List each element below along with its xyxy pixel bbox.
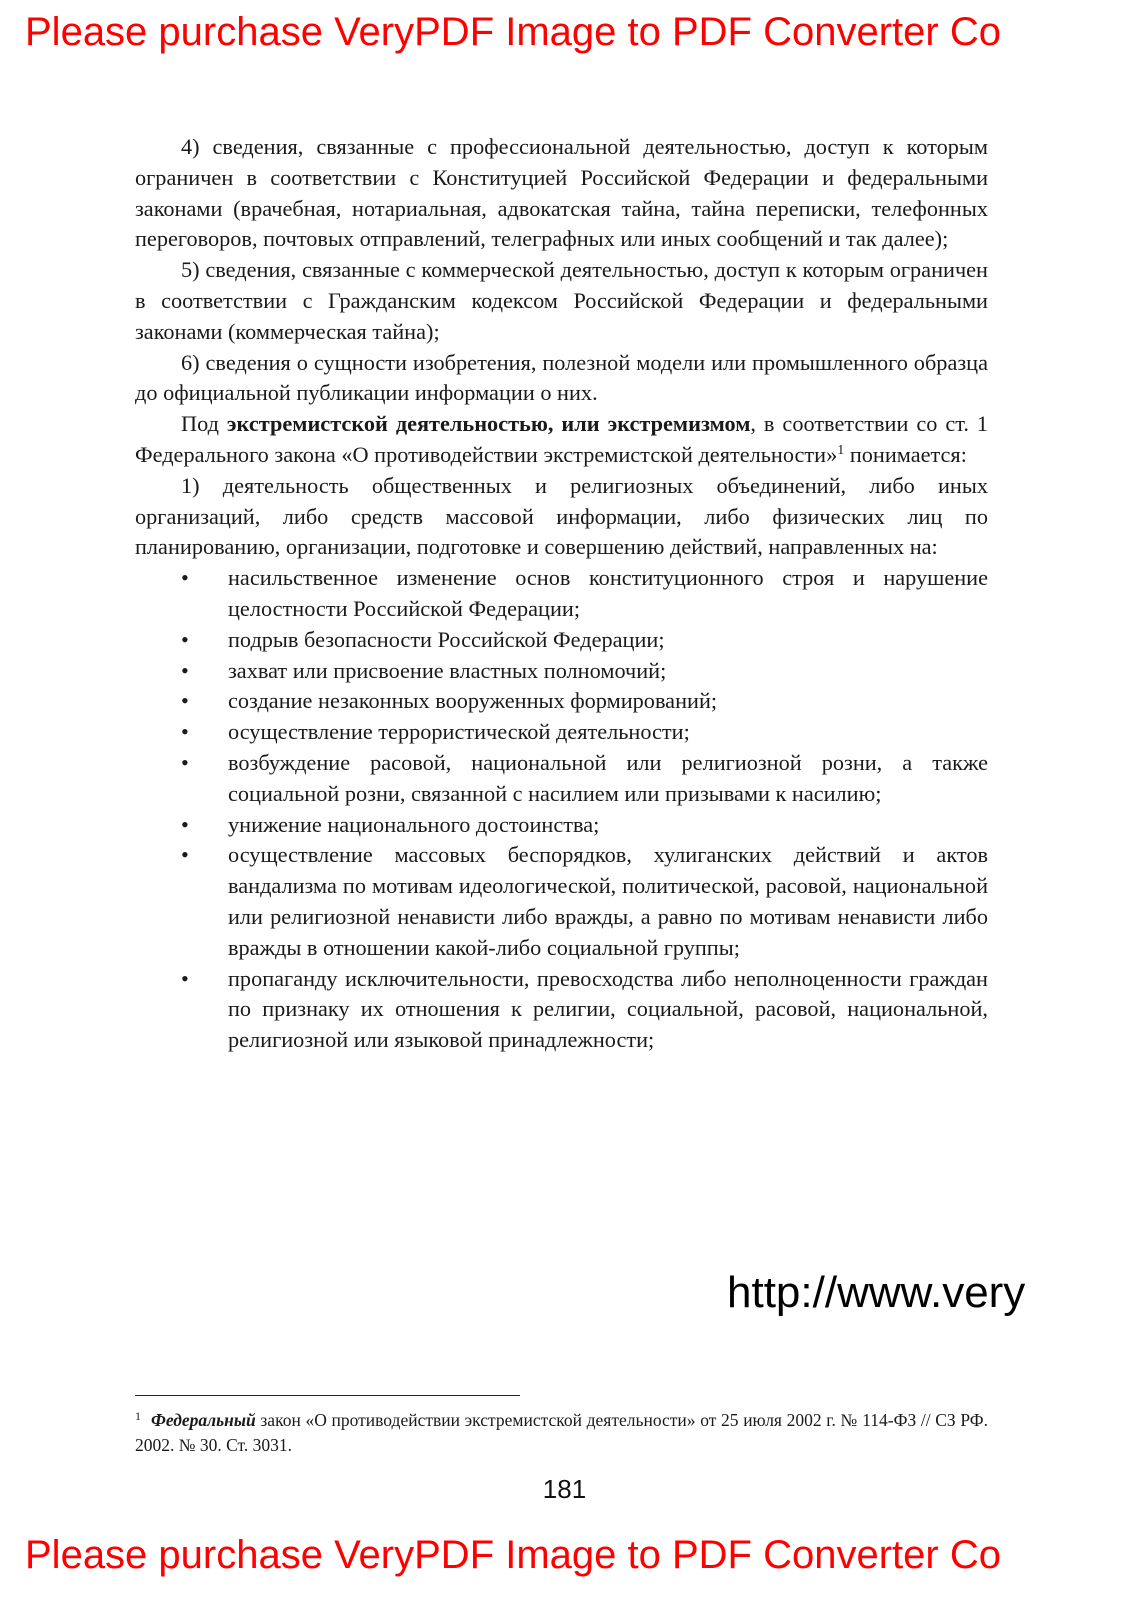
footnote bbox=[135, 1408, 988, 1458]
page-number: 181 bbox=[542, 1474, 587, 1504]
watermark-bottom-banner: Please purchase VeryPDF Image to PDF Converter Co bbox=[25, 1533, 1001, 1577]
watermark-top-banner: Please purchase VeryPDF Image to PDF Converter Co bbox=[25, 10, 1001, 54]
paragraph-item-5: 5) сведения, связанные с коммерческой деятельностью, доступ к которым ограничен в соответствии с Гражданским кодексом Российской Федерации и федеральными законами (коммерческая тайна); bbox=[135, 257, 988, 344]
paragraph-item-6: 6) сведения о сущности изобретения, полезной модели или промышленного образца до официальной публикации информации о них. bbox=[135, 349, 988, 406]
actions-bullet-list bbox=[135, 563, 988, 1056]
list-item: • возбуждение расовой, национальной или религиозной розни, а также социальной розни, связанной с насилием или призывами к насилию; bbox=[135, 748, 988, 810]
extremism-definition-paragraph bbox=[135, 409, 988, 471]
footnote-lead: Федеральный bbox=[151, 1410, 256, 1430]
footnote-text: закон «О противодействии экстремистской деятельности» от 25 июля 2002 г. № 114-ФЗ // СЗ РФ. 2002. № 30. Ст. 3031. bbox=[135, 1410, 988, 1455]
list-item: • подрыв безопасности Российской Федерации; bbox=[135, 625, 988, 656]
list-item: • пропаганду исключительности, превосходства либо неполноценности граждан по признаку их отношения к религии, социальной, расовой, национальной, религиозной или языковой принадлежности; bbox=[135, 964, 988, 1056]
list-item: • осуществление массовых беспорядков, хулиганских действий и актов вандализма по мотивам идеологической, политической, расовой, национальной или религиозной ненависти либо вражды, а равно по мотивам ненависти либо вражды в отношении какой-либо социальной группы; bbox=[135, 840, 988, 963]
definition-end: понимается: bbox=[844, 441, 967, 467]
paragraph-item-1: 1) деятельность общественных и религиозных объединений, либо иных организаций, либо средств массовой информации, либо физических лиц по планированию, организации, подготовке и совершению действий, направленных на: bbox=[135, 472, 988, 560]
list-item: • создание незаконных вооруженных формирований; bbox=[135, 686, 988, 717]
list-item: • унижение национального достоинства; bbox=[135, 810, 988, 841]
definition-text: , в соответствии со ст. 1 Федерального закона «О противодействии экстремистской деятельности» bbox=[135, 411, 988, 467]
definition-term: экстремистской деятельностью, или экстремизмом bbox=[226, 411, 751, 437]
list-item: • насильственное изменение основ конституционного строя и нарушение целостности Российской Федерации; bbox=[135, 563, 988, 625]
list-item: • осуществление террористической деятельности; bbox=[135, 717, 988, 748]
list-item: • захват или присвоение властных полномочий; bbox=[135, 656, 988, 687]
paragraph-item-4: 4) сведения, связанные с профессиональной деятельностью, доступ к которым ограничен в соответствии с Конституцией Российской Федерации и федеральными законами (врачебная, нотариальная, адвокатская тайна, тайна переписки, телефонных переговоров, почтовых отправлений, телеграфных или иных сообщений и так далее); bbox=[135, 134, 988, 252]
watermark-url-stamp: http://www.very bbox=[727, 1268, 1026, 1317]
footnote-divider bbox=[135, 1395, 520, 1396]
footnote-reference: 1 bbox=[837, 442, 845, 458]
page-body bbox=[135, 132, 988, 1056]
definition-intro: Под bbox=[181, 411, 219, 437]
footnote-mark: 1 bbox=[135, 1409, 141, 1423]
